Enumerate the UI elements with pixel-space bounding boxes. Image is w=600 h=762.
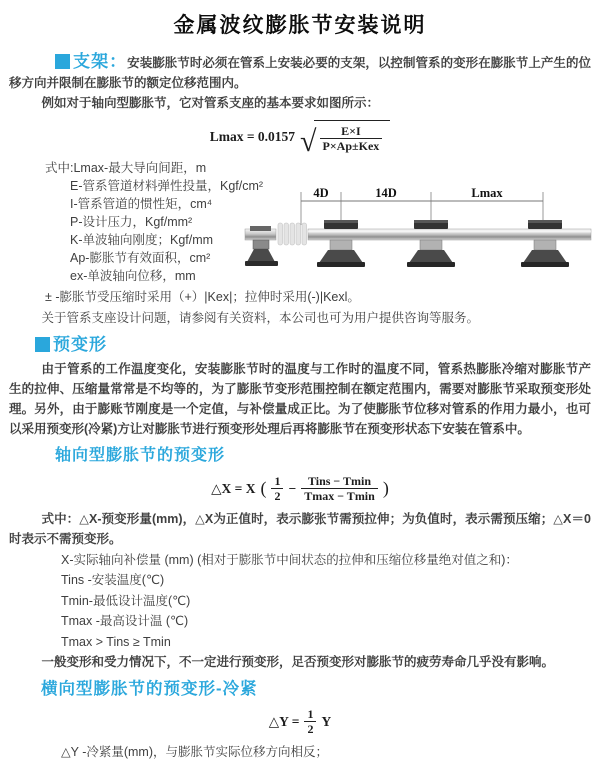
fraction-denominator: 2 (304, 721, 316, 736)
definition-item: ex-单波轴向位移，mm (70, 268, 196, 283)
lateral-note: △Y -冷紧量(mm)，与膨胀节实际位移方向相反； (61, 744, 329, 759)
term-item: Tmin-最低设计温度(℃) (61, 593, 191, 608)
radical-sign-icon: √ (300, 124, 317, 158)
dimension-label-lmax: Lmax (471, 185, 503, 200)
support-section-heading: 支架： (73, 52, 128, 71)
dimension-label-14d: 14D (375, 185, 397, 200)
axial-explanation: 式中：△X-预变形量(mm)，△X为正值时，表示膨张节需预拉伸；为负值时，表示需预压缩；△X＝0时表示不需预变形。 (9, 511, 591, 546)
definition-item: I-管系管道的惯性矩，cm⁴ (70, 196, 213, 211)
support-intro-text: 安装膨胀节时必须在管系上安装必要的支架，以控制管系的变形在膨胀节上产生的位移方向并限制在膨胀节的额定位移范围内。 (9, 56, 591, 90)
guide-support-icon (521, 220, 569, 267)
square-root (300, 120, 390, 158)
bellows-icon (278, 223, 307, 245)
formula-dy-lhs: △Y = (268, 713, 300, 729)
axial-remark: 一般变形和受力情况下，不一定进行预变形，足否预变形对膨胀节的疲劳寿命几乎没有影响。 (41, 655, 555, 670)
square-root-content (314, 120, 391, 154)
plus-minus-note: ± -膨胀节受压缩时采用（+）|Kex|；拉伸时采用(-)|Kexl。 (45, 289, 360, 304)
fraction-half (304, 707, 316, 737)
formula-lmax-lhs: Lmax = 0.0157 (209, 128, 296, 144)
preform-section-line (35, 334, 591, 357)
formula-dy-rhs: Y (321, 713, 332, 729)
section-square-icon (55, 54, 70, 69)
fraction-numerator: 1 (307, 707, 314, 722)
dimension-label-4d: 4D (313, 185, 329, 200)
formula-delta-x (9, 474, 591, 504)
term-item: Tmax -最高设计温 (℃) (61, 614, 189, 629)
guide-support-icon (317, 220, 365, 267)
definitions-and-diagram (9, 159, 591, 287)
pipe-highlight (308, 230, 591, 232)
term-item: Tmax > Tins ≥ Tmin (61, 634, 171, 649)
fraction-temperature (301, 474, 378, 504)
definition-item: 式中:Lmax-最大导向间距，m (45, 160, 207, 175)
support-example-line: 例如对于轴向型膨胀节，它对管系支座的基本要求如图所示： (41, 96, 380, 110)
definition-item: E-管系管道材料弹性投量，Kgf/cm² (70, 178, 264, 193)
consult-note: 关于管系支座设计问题，请参阅有关资料，本公司也可为用户提供咨询等服务。 (41, 310, 480, 325)
term-item: X-实际轴向补偿量 (mm) (相对于膨胀节中间状态的拉伸和压缩位移量绝对值之和)： (61, 552, 518, 567)
fraction (320, 124, 383, 154)
lateral-note-list (61, 742, 591, 762)
support-intro-paragraph (9, 52, 591, 93)
fraction-denominator: P×Ap±Kex (320, 138, 383, 153)
formula-delta-y (9, 707, 591, 737)
section-square-icon (35, 337, 50, 352)
fraction-numerator: 1 (274, 473, 281, 488)
axial-terms-list (61, 550, 591, 653)
open-paren: ( (260, 478, 267, 499)
fraction-numerator: Tins − Tmin (307, 473, 372, 488)
preform-section-heading: 预变形 (53, 334, 107, 354)
fraction-denominator: Tmax − Tmin (301, 488, 378, 503)
lateral-subsection-heading: 横向型膨胀节的预变形-冷紧 (41, 680, 258, 699)
definition-item: P-设计压力，Kgf/mm² (70, 214, 193, 229)
pipe-support-diagram (243, 185, 595, 281)
axial-subsection-heading: 轴向型膨胀节的预变形 (55, 446, 226, 464)
fraction-numerator: E×I (341, 124, 361, 138)
guide-support-icon (407, 220, 455, 267)
minus-operator: − (288, 480, 297, 496)
preform-paragraph: 由于管系的工作温度变化，安装膨胀节时的温度与工作时的温度不同，管系热膨胀冷缩对膨胀节产生的拉伸、压缩量常常是不均等的，为了膨胀节变形范围控制在额定范围内，需要对膨胀节采取预变形处理。另外，由于膨账节刚度是一个定值，与补偿量成正比。为了使膨胀节位移对管系的作用力最小，也可以采用预变形(冷紧)方让对膨胀节进行预变形处理后再将膨胀节在预变形状态下安装在管系中。 (9, 361, 591, 436)
formula-lmax (9, 120, 591, 158)
definition-item: K-单波轴向刚度；Kgf/mm (70, 232, 214, 247)
definition-item: Ap-膨胀节有效面积，cm² (70, 250, 211, 265)
formula-dx-lhs: △X = X (211, 480, 256, 496)
term-item: Tins -安装温度(℃) (61, 573, 165, 588)
close-paren: ) (382, 478, 389, 499)
fraction-denominator: 2 (271, 488, 283, 503)
page-title: 金属波纹膨胀节安装说明 (173, 14, 427, 37)
fraction-half (271, 474, 283, 504)
